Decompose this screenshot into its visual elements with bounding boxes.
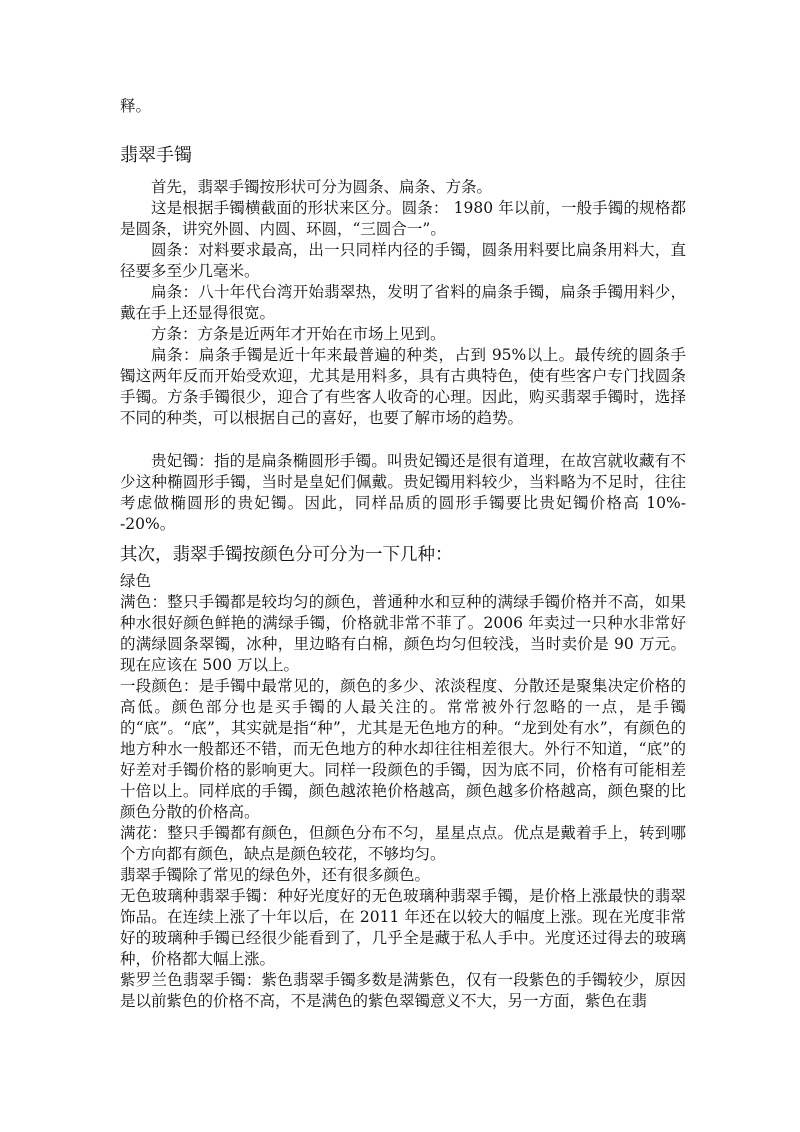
guifei-paragraph: 贵妃镯：指的是扁条椭圆形手镯。叫贵妃镯还是很有道理，在故宫就收藏有不少这种椭圆形手镯，当时是皇妃们佩戴。贵妃镯用料较少，当料略为不足时，往往考虑做椭圆形的贵妃镯。因此，同样品质的圆形手镯要比贵妃镯价格高 10%--20%。 (120, 452, 686, 533)
shape-section (120, 177, 686, 429)
paragraph: 无色玻璃种翡翠手镯：种好光度好的无色玻璃种翡翠手镯，是价格上涨最快的翡翠饰品。在连续上涨了十年以后，在 2011 年还在以较大的幅度上涨。现在光度非常好的玻璃种手镯已经很少能看到了，几乎全是藏于私人手中。光度还过得去的玻璃种，价格都大幅上涨。 (120, 887, 686, 968)
fragment-text: 释。 (120, 97, 152, 115)
paragraph: 翡翠手镯除了常见的绿色外，还有很多颜色。 (120, 866, 431, 884)
paragraph: 方条：方条是近两年才开始在市场上见到。 (151, 325, 446, 343)
paragraph: 圆条：对料要求最高，出一只同样内径的手镯，圆条用料要比扁条用料大，直径要多至少几毫米。 (120, 241, 686, 280)
paragraph: 满色：整只手镯都是较均匀的颜色，普通种水和豆种的满绿手镯价格并不高，如果种水很好颜色鲜艳的满绿手镯，价格就非常不菲了。2006 年卖过一只种水非常好的满绿圆条翠镯，冰种，里边略有白棉，颜色均匀但较浅，当时卖价是 90 万元。现在应该在 500 万以上。 (120, 593, 686, 674)
green-label: 绿色 (120, 572, 152, 590)
paragraph: 一段颜色：是手镯中最常见的，颜色的多少、浓淡程度、分散还是聚集决定价格的高低。颜色部分也是买手镯的人最关注的。常常被外行忽略的一点，是手镯的“底”。“底”，其实就是指“种”，尤其是无色地方的种。“龙到处有水”，有颜色的地方种水一般都还不错，而无色地方的种水却往往相差很大。外行不知道，“底”的好差对手镯价格的影响更大。同样一段颜色的手镯，因为底不同，价格有可能相差十倍以上。同样底的手镯，颜色越浓艳价格越高，颜色越多价格越高，颜色聚的比颜色分散的价格高。 (120, 677, 686, 821)
color-heading: 其次，翡翠手镯按颜色分可分为一下几种： (120, 545, 453, 565)
paragraph: 紫罗兰色翡翠手镯：紫色翡翠手镯多数是满紫色，仅有一段紫色的手镯较少，原因是以前紫色的价格不高，不是满色的紫色翠镯意义不大，另一方面，紫色在翡 (120, 971, 686, 1010)
paragraph: 扁条：八十年代台湾开始翡翠热，发明了省料的扁条手镯，扁条手镯用料少，戴在手上还显得很宽。 (120, 283, 686, 322)
section-title: 翡翠手镯 (120, 145, 192, 166)
paragraph: 扁条：扁条手镯是近十年来最普遍的种类，占到 95%以上。最传统的圆条手镯这两年反而开始受欢迎，尤其是用料多，具有古典特色，使有些客户专门找圆条手镯。方条手镯很少，迎合了有些客人收奇的心理。因此，购买翡翠手镯时，选择不同的种类，可以根据自己的喜好，也要了解市场的趋势。 (120, 346, 686, 427)
color-section (120, 571, 686, 1012)
paragraph: 首先，翡翠手镯按形状可分为圆条、扁条、方条。 (151, 178, 493, 196)
paragraph: 这是根据手镯横截面的形状来区分。圆条： 1980 年以前，一般手镯的规格都是圆条，讲究外圆、内圆、环圆，“三圆合一”。 (120, 199, 686, 238)
document-page (120, 96, 686, 1012)
paragraph: 满花：整只手镯都有颜色，但颜色分布不匀，星星点点。优点是戴着手上，转到哪个方向都有颜色，缺点是颜色较花，不够均匀。 (120, 824, 686, 863)
